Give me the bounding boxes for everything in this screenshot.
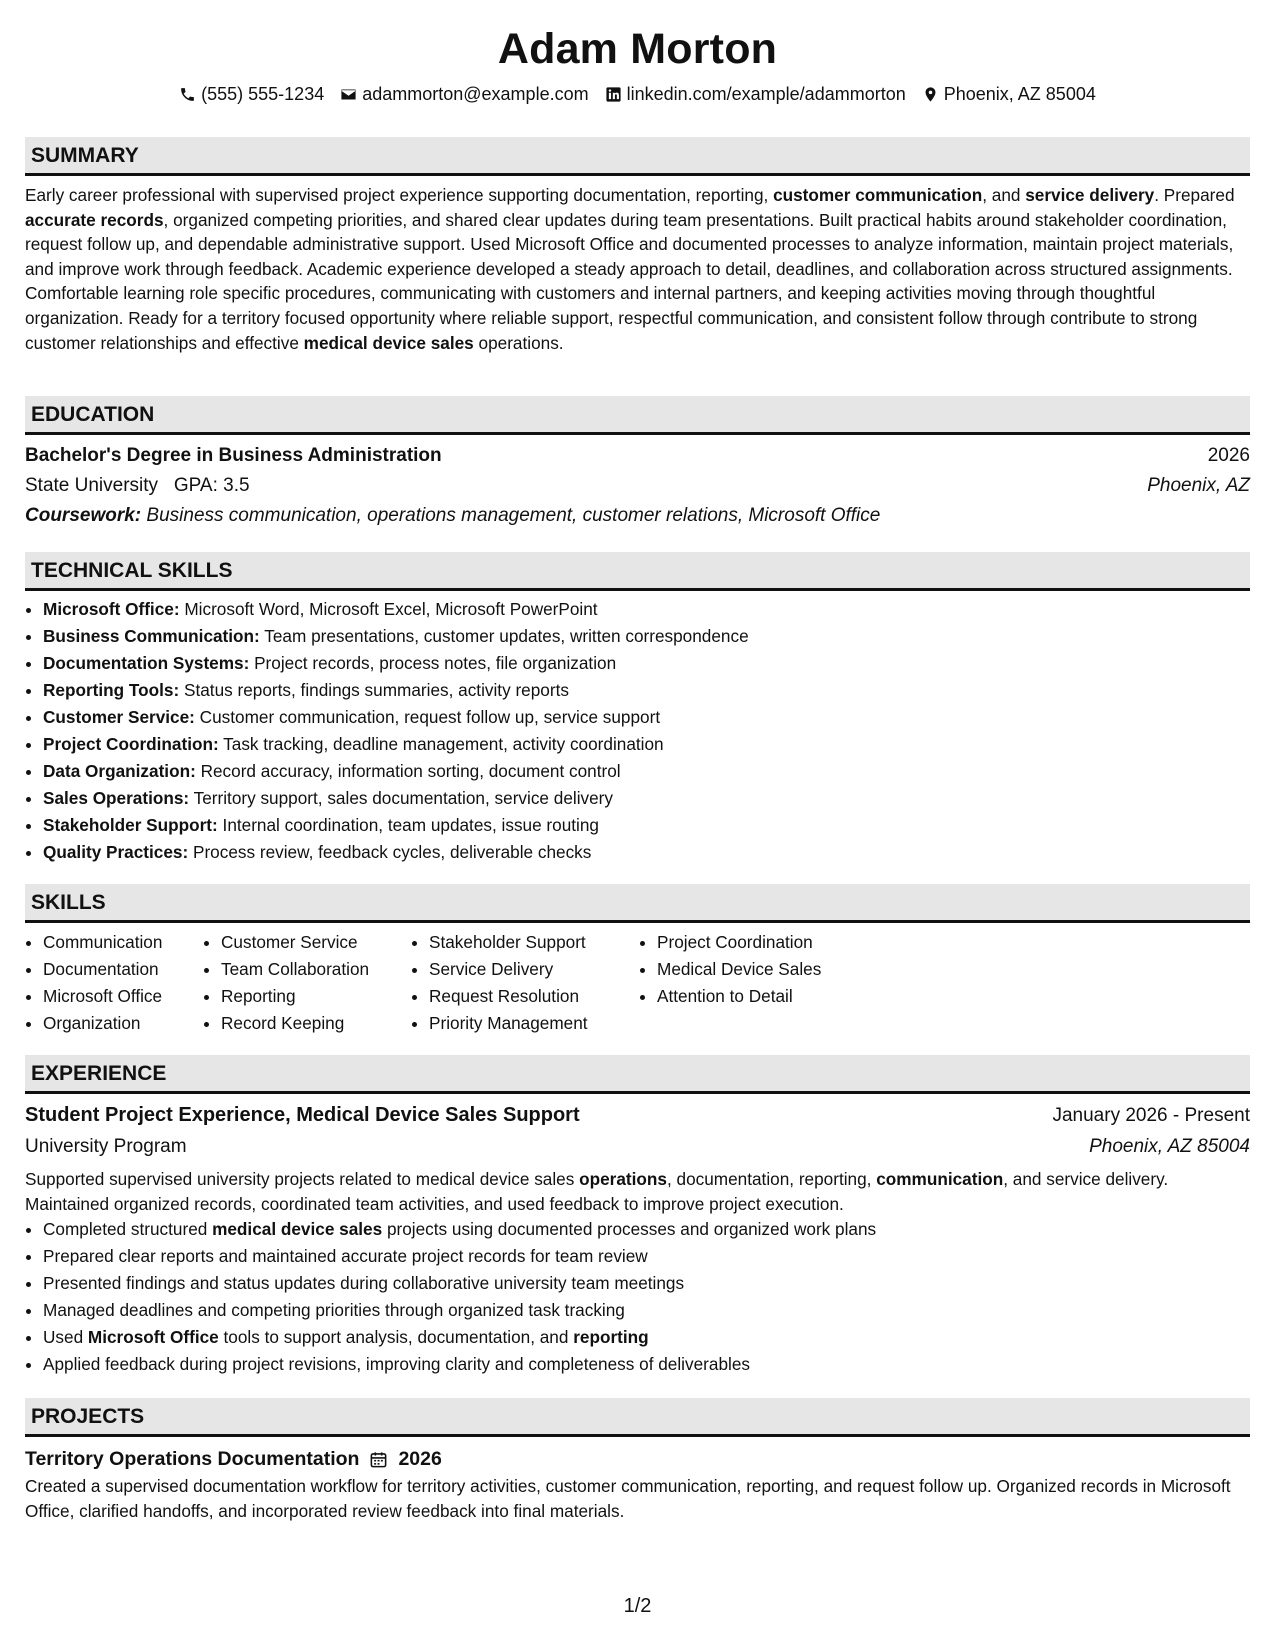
contact-email[interactable] (340, 84, 588, 105)
summary-bold-1: customer communication (773, 185, 983, 205)
skill-value: Project records, process notes, file organization (249, 653, 617, 673)
skill-value: Record accuracy, information sorting, document control (195, 761, 621, 781)
experience-entry (25, 1100, 1250, 1378)
skill-label: Project Coordination: (43, 734, 219, 754)
calendar-icon (369, 1450, 388, 1469)
list-item (43, 677, 1268, 704)
list-item: • Customer Service (221, 929, 411, 956)
list-item: • Documentation (43, 956, 203, 983)
skill-value: Team presentations, customer updates, written correspondence (259, 626, 749, 646)
list-item (43, 623, 1268, 650)
section-header-projects: PROJECTS (25, 1398, 1250, 1437)
skill-label: Data Organization: (43, 761, 196, 781)
skill-label: Reporting Tools: (43, 680, 180, 700)
job-description (25, 1167, 1250, 1216)
skill-value: Microsoft Word, Microsoft Excel, Microsoft PowerPoint (179, 599, 598, 619)
bullet-text: Completed structured (43, 1219, 213, 1240)
project-entry (25, 1444, 1250, 1523)
job-org: University Program (25, 1136, 187, 1157)
degree-year: 2026 (1207, 445, 1250, 466)
list-item: • Priority Management (429, 1010, 639, 1037)
job-location: Phoenix, AZ 85004 (1089, 1136, 1250, 1157)
skill-value: Territory support, sales documentation, service delivery (189, 788, 613, 808)
skill-value: Status reports, findings summaries, activity reports (179, 680, 569, 700)
bullet-text: projects using documented processes and organized work plans (382, 1219, 877, 1240)
skill-value: Task tracking, deadline management, activity coordination (218, 734, 664, 754)
contact-bar (25, 82, 1250, 106)
section-header-experience: EXPERIENCE (25, 1055, 1250, 1094)
list-item: • Communication (43, 929, 203, 956)
job-bullets (25, 1216, 1250, 1378)
list-item: • Service Delivery (429, 956, 639, 983)
list-item: • Organization (43, 1010, 203, 1037)
skills-grid (25, 929, 877, 1037)
resume-page (25, 0, 1250, 1521)
project-title: Territory Operations Documentation (25, 1447, 360, 1470)
candidate-name: Adam Morton (497, 25, 778, 73)
summary-bold-4: medical device sales (303, 332, 474, 353)
school-location: Phoenix, AZ (1147, 475, 1250, 496)
skill-value: Customer communication, request follow up, service support (194, 707, 661, 727)
gpa: GPA: 3.5 (173, 475, 250, 496)
list-item (43, 1324, 1250, 1351)
contact-location (922, 84, 1096, 105)
skill-label: Quality Practices: (43, 842, 189, 862)
summary-text-5: operations. (473, 332, 564, 353)
list-item (43, 758, 1268, 785)
section-header-skills: SKILLS (25, 884, 1250, 923)
summary-paragraph (25, 183, 1250, 355)
list-item: • Microsoft Office (43, 983, 203, 1010)
list-item: • Record Keeping (221, 1010, 411, 1037)
summary-bold-3: accurate records (25, 209, 164, 230)
project-year: 2026 (398, 1447, 442, 1470)
school-info (25, 471, 250, 501)
summary-text-4: , organized competing priorities, and shared clear updates during team presentations. Built practical habits around stakeholder coordination, request follow up, and dependable administrative support. Used Microsoft Office and documented processes to analyze information, maintain project materials, and improve work through feedback. Academic experience developed a steady approach to detail, deadlines, and collaboration across structured assignments. Comfortable learning role specific procedures, communicating with customers and internal partners, and keeping activities moving through thoughtful organization. Ready for a territory focused opportunity where reliable support, respectful communication, and consistent follow through contribute to strong customer relationships and effective (25, 209, 1234, 353)
page-number: 1/2 (623, 1595, 652, 1617)
coursework (25, 501, 1250, 531)
list-item: • Stakeholder Support (429, 929, 639, 956)
list-item (43, 839, 1268, 866)
envelope-icon (340, 86, 357, 103)
linkedin-text: linkedin.com/example/adammorton (626, 83, 906, 104)
skill-label: Sales Operations: (43, 788, 190, 808)
skills-column-1 (25, 929, 203, 1037)
job-title: Student Project Experience, Medical Device Sales Support (25, 1104, 580, 1126)
list-item (43, 704, 1268, 731)
linkedin-icon (605, 86, 622, 103)
section-header-education: EDUCATION (25, 396, 1250, 435)
list-item: • Presented findings and status updates during collaborative university team meetings (43, 1270, 1250, 1297)
section-header-summary: SUMMARY (25, 137, 1250, 176)
skill-value: Process review, feedback cycles, deliverable checks (188, 842, 592, 862)
list-item: • Project Coordination (657, 929, 877, 956)
summary-text-3: . Prepared (1154, 185, 1235, 205)
bullet-text: tools to support analysis, documentation, and (218, 1327, 574, 1348)
job-dates: January 2026 - Present (1052, 1105, 1250, 1126)
skill-label: Documentation Systems: (43, 653, 250, 673)
school-name: State University (25, 475, 159, 496)
job-desc-text-2: , documentation, reporting, (666, 1169, 877, 1189)
education-entry (25, 441, 1250, 531)
list-item: • Attention to Detail (657, 983, 877, 1010)
skill-value: Internal coordination, team updates, issue routing (217, 815, 599, 835)
skill-label: Business Communication: (43, 626, 260, 646)
job-desc-bold-2: communication (876, 1169, 1004, 1189)
list-item (43, 596, 1268, 623)
list-item: • Prepared clear reports and maintained accurate project records for team review (43, 1243, 1250, 1270)
skill-label: Microsoft Office: (43, 599, 180, 619)
email-text: adammorton@example.com (362, 83, 589, 104)
bullet-bold: medical device sales (212, 1219, 383, 1240)
list-item: • Request Resolution (429, 983, 639, 1010)
list-item (43, 650, 1268, 677)
list-item: • Team Collaboration (221, 956, 411, 983)
list-item (43, 731, 1268, 758)
job-desc-text-1: Supported supervised university projects related to medical device sales (25, 1169, 580, 1189)
list-item (43, 1216, 1250, 1243)
skills-column-3 (411, 929, 639, 1037)
phone-icon (179, 86, 196, 103)
contact-linkedin[interactable] (605, 84, 906, 105)
list-item: • Reporting (221, 983, 411, 1010)
location-text: Phoenix, AZ 85004 (943, 83, 1096, 104)
list-item: • Medical Device Sales (657, 956, 877, 983)
section-header-technical-skills: TECHNICAL SKILLS (25, 552, 1250, 591)
skill-label: Customer Service: (43, 707, 195, 727)
phone-text: (555) 555-1234 (201, 83, 325, 104)
job-desc-bold-1: operations (579, 1169, 667, 1189)
summary-text-2: , and (982, 185, 1026, 205)
job-desc-text-3: , and service delivery. Maintained organized records, coordinated team activities, and used feedback to improve project execution. (25, 1169, 1169, 1214)
summary-bold-2: service delivery (1025, 185, 1155, 205)
map-pin-icon (922, 86, 939, 103)
list-item: • Applied feedback during project revisions, improving clarity and completeness of deliverables (43, 1351, 1250, 1378)
skills-column-2 (203, 929, 411, 1037)
list-item (43, 785, 1268, 812)
project-header (25, 1444, 1250, 1474)
bullet-bold: Microsoft Office (87, 1327, 219, 1348)
skill-label: Stakeholder Support: (43, 815, 218, 835)
coursework-text: Business communication, operations management, customer relations, Microsoft Office (141, 505, 881, 526)
degree-title: Bachelor's Degree in Business Administration (25, 445, 442, 466)
technical-skills-list (25, 596, 1268, 866)
project-description: Created a supervised documentation workflow for territory activities, customer communication, reporting, and request follow up. Organized records in Microsoft Office, clarified handoffs, and incorporated review feedback into final materials. (25, 1476, 1231, 1521)
list-item (43, 812, 1268, 839)
list-item: • Managed deadlines and competing priorities through organized task tracking (43, 1297, 1250, 1324)
bullet-bold: reporting (573, 1327, 649, 1348)
contact-phone[interactable] (179, 84, 324, 105)
summary-text-1: Early career professional with supervised project experience supporting documentation, reporting, (25, 185, 774, 205)
coursework-label: Coursework: (25, 505, 142, 526)
skills-column-4 (639, 929, 877, 1037)
bullet-text: Used (43, 1327, 88, 1348)
